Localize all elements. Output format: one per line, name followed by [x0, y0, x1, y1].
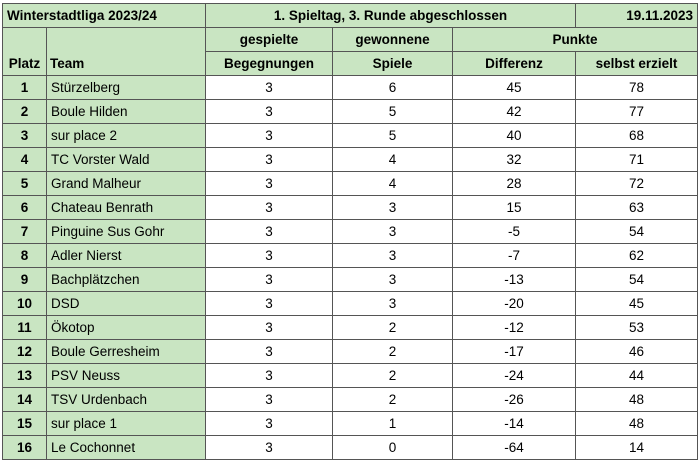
points-scored-cell: 48	[576, 412, 698, 436]
team-name-cell: DSD	[47, 292, 206, 316]
rank-cell: 5	[3, 172, 47, 196]
rank-cell: 15	[3, 412, 47, 436]
games-won-cell: 3	[333, 244, 453, 268]
games-won-cell: 2	[333, 364, 453, 388]
rank-cell: 16	[3, 436, 47, 460]
rank-cell: 2	[3, 100, 47, 124]
table-row	[3, 100, 698, 124]
games-won-cell: 5	[333, 124, 453, 148]
table-row	[3, 364, 698, 388]
point-difference-cell: -24	[453, 364, 576, 388]
points-scored-cell: 77	[576, 100, 698, 124]
point-difference-cell: -26	[453, 388, 576, 412]
team-name-cell: sur place 2	[47, 124, 206, 148]
rank-cell: 12	[3, 340, 47, 364]
point-difference-cell: -20	[453, 292, 576, 316]
games-played-cell: 3	[206, 268, 333, 292]
games-played-cell: 3	[206, 124, 333, 148]
table-row	[3, 196, 698, 220]
col-header-platz: Platz	[3, 28, 47, 76]
team-name-cell: Grand Malheur	[47, 172, 206, 196]
games-played-cell: 3	[206, 364, 333, 388]
team-name-cell: TC Vorster Wald	[47, 148, 206, 172]
team-name-cell: Pinguine Sus Gohr	[47, 220, 206, 244]
point-difference-cell: 42	[453, 100, 576, 124]
rank-cell: 11	[3, 316, 47, 340]
games-played-cell: 3	[206, 76, 333, 100]
col-header-gespielte: gespielte	[206, 28, 333, 52]
point-difference-cell: 32	[453, 148, 576, 172]
rank-cell: 6	[3, 196, 47, 220]
points-scored-cell: 54	[576, 268, 698, 292]
table-row	[3, 244, 698, 268]
point-difference-cell: 28	[453, 172, 576, 196]
point-difference-cell: 40	[453, 124, 576, 148]
points-scored-cell: 45	[576, 292, 698, 316]
points-scored-cell: 14	[576, 436, 698, 460]
rank-cell: 8	[3, 244, 47, 268]
points-scored-cell: 68	[576, 124, 698, 148]
points-scored-cell: 62	[576, 244, 698, 268]
table-row	[3, 268, 698, 292]
games-won-cell: 2	[333, 388, 453, 412]
point-difference-cell: -7	[453, 244, 576, 268]
games-won-cell: 6	[333, 76, 453, 100]
games-won-cell: 4	[333, 172, 453, 196]
points-scored-cell: 48	[576, 388, 698, 412]
points-scored-cell: 71	[576, 148, 698, 172]
point-difference-cell: 15	[453, 196, 576, 220]
team-name-cell: PSV Neuss	[47, 364, 206, 388]
games-played-cell: 3	[206, 292, 333, 316]
point-difference-cell: -12	[453, 316, 576, 340]
point-difference-cell: 45	[453, 76, 576, 100]
games-won-cell: 1	[333, 412, 453, 436]
games-played-cell: 3	[206, 388, 333, 412]
rank-cell: 13	[3, 364, 47, 388]
games-played-cell: 3	[206, 412, 333, 436]
games-played-cell: 3	[206, 220, 333, 244]
table-row	[3, 316, 698, 340]
games-played-cell: 3	[206, 340, 333, 364]
games-played-cell: 3	[206, 148, 333, 172]
table-row	[3, 292, 698, 316]
point-difference-cell: -5	[453, 220, 576, 244]
team-name-cell: Stürzelberg	[47, 76, 206, 100]
games-won-cell: 0	[333, 436, 453, 460]
col-header-differenz: Differenz	[453, 52, 576, 76]
table-row	[3, 412, 698, 436]
games-won-cell: 3	[333, 196, 453, 220]
rank-cell: 7	[3, 220, 47, 244]
rank-cell: 10	[3, 292, 47, 316]
games-played-cell: 3	[206, 244, 333, 268]
games-played-cell: 3	[206, 100, 333, 124]
header-row-1	[3, 28, 698, 52]
round-status: 1. Spieltag, 3. Runde abgeschlossen	[206, 4, 576, 28]
team-name-cell: Ökotop	[47, 316, 206, 340]
point-difference-cell: -13	[453, 268, 576, 292]
rank-cell: 1	[3, 76, 47, 100]
league-title: Winterstadtliga 2023/24	[3, 4, 206, 28]
games-won-cell: 5	[333, 100, 453, 124]
table-row	[3, 172, 698, 196]
points-scored-cell: 72	[576, 172, 698, 196]
games-played-cell: 3	[206, 196, 333, 220]
rank-cell: 14	[3, 388, 47, 412]
points-scored-cell: 54	[576, 220, 698, 244]
points-scored-cell: 78	[576, 76, 698, 100]
rank-cell: 9	[3, 268, 47, 292]
team-name-cell: sur place 1	[47, 412, 206, 436]
team-name-cell: Boule Gerresheim	[47, 340, 206, 364]
team-name-cell: Chateau Benrath	[47, 196, 206, 220]
team-name-cell: Boule Hilden	[47, 100, 206, 124]
table-row	[3, 124, 698, 148]
table-row	[3, 76, 698, 100]
games-won-cell: 4	[333, 148, 453, 172]
title-row	[3, 4, 698, 28]
team-name-cell: TSV Urdenbach	[47, 388, 206, 412]
col-header-spiele: Spiele	[333, 52, 453, 76]
games-won-cell: 3	[333, 220, 453, 244]
games-won-cell: 3	[333, 268, 453, 292]
team-name-cell: Adler Nierst	[47, 244, 206, 268]
table-row	[3, 220, 698, 244]
games-won-cell: 2	[333, 340, 453, 364]
col-header-selbst-erzielt: selbst erzielt	[576, 52, 698, 76]
col-header-punkte: Punkte	[453, 28, 698, 52]
table-row	[3, 436, 698, 460]
points-scored-cell: 53	[576, 316, 698, 340]
table-date: 19.11.2023	[576, 4, 698, 28]
col-header-team: Team	[47, 28, 206, 76]
col-header-begegnungen: Begegnungen	[206, 52, 333, 76]
table-row	[3, 388, 698, 412]
games-won-cell: 3	[333, 292, 453, 316]
games-played-cell: 3	[206, 316, 333, 340]
team-name-cell: Le Cochonnet	[47, 436, 206, 460]
point-difference-cell: -14	[453, 412, 576, 436]
col-header-gewonnene: gewonnene	[333, 28, 453, 52]
point-difference-cell: -64	[453, 436, 576, 460]
table-row	[3, 148, 698, 172]
standings-table	[2, 3, 698, 460]
team-name-cell: Bachplätzchen	[47, 268, 206, 292]
rank-cell: 3	[3, 124, 47, 148]
points-scored-cell: 44	[576, 364, 698, 388]
rank-cell: 4	[3, 148, 47, 172]
games-played-cell: 3	[206, 436, 333, 460]
games-won-cell: 2	[333, 316, 453, 340]
games-played-cell: 3	[206, 172, 333, 196]
points-scored-cell: 46	[576, 340, 698, 364]
points-scored-cell: 63	[576, 196, 698, 220]
table-row	[3, 340, 698, 364]
point-difference-cell: -17	[453, 340, 576, 364]
